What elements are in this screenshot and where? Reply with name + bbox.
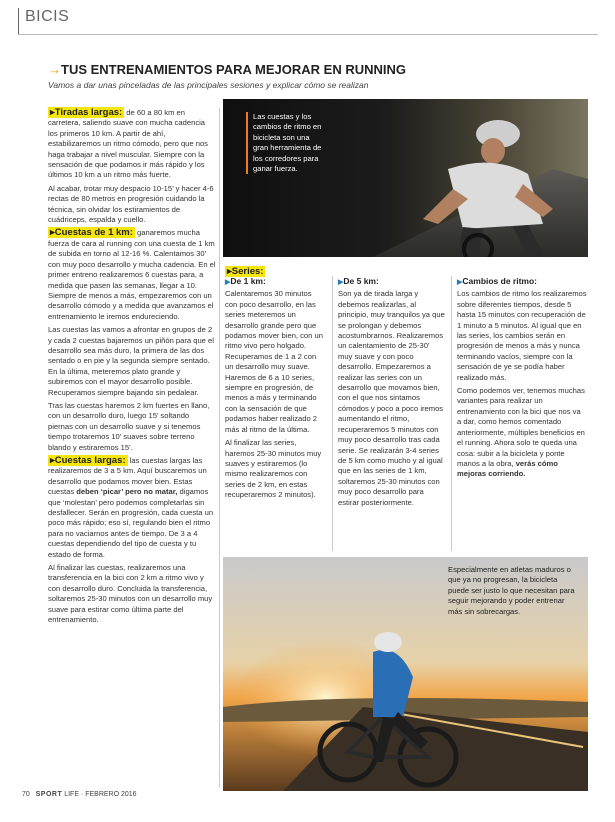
paragraph: Son ya de tirada larga y debemos realizarlas, al principio, muy tranquilos ya que se prolongan y debemos acostumbrarnos. Realizaremos un calentamiento de 25-30’ muy suave y con poco desarrollo. Empezaremos a realizar las series con un desarrollo que movamos bien, con el que nos sintamos cómodos y poco a poco iremos aumentando el ritmo, recuperaremos 5 minutos con muy poco desarrollo tras cada serie. Se realizarán 3-4 series de 5 km como mucho y al igual que en las series de 1 km, soltaremos 25-30 minutos con muy poco desarrollo para estirar posteriormente. (338, 289, 445, 507)
triangle-icon: ▶ (338, 279, 344, 286)
arrow-icon: → (48, 62, 61, 77)
paragraph (48, 456, 216, 560)
subhead-de-1km (225, 276, 325, 288)
headline-text: TUS ENTRENAMIENTOS PARA MEJORAR EN RUNNING (61, 62, 407, 77)
subhead-text: De 5 km: (343, 276, 379, 286)
paragraph: Al finalizar las series, haremos 25-30 minutos muy suaves y estiraremos (lo mismo realizaremos con series de 2 km, en estas recuperaremos 2 minutos). (225, 438, 322, 500)
page-number: 70 (22, 791, 30, 798)
standfirst: Vamos a dar unas pinceladas de las principales sesiones y explicar cómo se realizan (48, 80, 369, 90)
article-headline (48, 62, 588, 77)
column-divider (219, 108, 220, 788)
subhead-cambios-ritmo (457, 276, 587, 288)
page-footer (22, 791, 137, 798)
left-column (48, 108, 216, 629)
paragraph: Los cambios de ritmo los realizaremos sobre diferentes tiempos, desde 5 hasta 15 minutos con recuperación de 1 minuto a 5 minutos. Al igual que en las series, los cambios serán en progresión de menos a más y nunca terminando vacíos, siempre con la sensación de ye se podía haber realizado más. (457, 289, 587, 382)
paragraph-text: digamos que ‘molestan’ pero podemos completarlas sin desfallecer. Serán en progresión, cada cuesta un poco más rápido; eso sí, regulando bien el ritmo para no vaciarnos antes de tiempo. De 3 a 4 cuestas dependiendo del tipo de cuesta y tu estado de forma. (48, 487, 214, 559)
paragraph: Al acabar, trotar muy despacio 10-15’ y hacer 4-6 rectas de 80 metros en progresión cuidando la técnica, sin olvidar los estiramientos de cuádriceps, espalda y cuello. (48, 183, 214, 225)
paragraph-text: las cuestas largas las realizaremos de 3 a 5 km. Aquí buscaremos un desarrollo que podamos mover bien. Estas cuestas (48, 456, 207, 497)
paragraph (457, 386, 587, 480)
subhead-text: Cambios de ritmo: (462, 276, 538, 286)
subhead-tiradas: ▸Tiradas largas: (50, 107, 123, 118)
subhead-text: De 1 km: (230, 276, 266, 286)
subhead-de-5km (338, 276, 445, 288)
paragraph-text: de 60 a 80 km en carretera, saliendo suave con mucha cadencia los primeros 10 km. A partir de ahí, estabilizaremos un ritmo cómodo, pero que nos haga trabajar a nivel muscular. Siempre con la sensación de que podamos ir más rápido y los últimos 10 km a un ritmo más fuerte. (48, 108, 208, 180)
bold-text: verás cómo mejoras corriendo. (457, 458, 558, 479)
issue-date: LIFE · FEBRERO 2016 (64, 791, 137, 798)
paragraph: Las cuestas las vamos a afrontar en grupos de 2 y cada 2 cuestas bajaremos un piñón para que el desarrollo sea más duro, la primera de las dos sentado o en pie y la segunda siempre sentado. En la última, meteremos plato grande y subiremos con el mayor desarrollo posible. Recuperamos siempre bajando sin pedalear. (48, 325, 214, 397)
paragraph (48, 108, 216, 181)
triangle-icon: ▶ (457, 279, 463, 286)
photo-caption-top: Las cuestas y los cambios de ritmo en bicicleta son una gran herramienta de los corredores para ganar fuerza. (246, 112, 326, 174)
paragraph-text: Como podemos ver, tenemos muchas variantes para realizar un entrenamiento con la bici que nos va a dar, como hemos comentado anteriormente, múltiples beneficios en el running. Ahora solo te queda una cosa: subir a la bicicleta y ponte manos a la obra, (457, 386, 585, 468)
series-col-1km (225, 276, 325, 504)
bold-text: deben ‘picar’ pero no matar, (76, 487, 178, 497)
subhead-cuestas-largas: ▸Cuestas largas: (50, 455, 126, 466)
paragraph: Calentaremos 30 minutos con poco desarrollo, en las series meteremos un desarrollo grande pero que podamos mover bien, con un ritmo vivo pero holgado. Recuperamos de 1 a 2 con un desarrollo muy suave. Haremos de 6 a 10 series, siempre en progresión, de menos a más y terminando con la sensación de que podamos haber realizado 2 más al ritmo de la última. (225, 289, 323, 434)
paragraph: Tras las cuestas haremos 2 km fuertes en llano, con un desarrollo duro, luego 15’ soltando piernas con un desarrollo suave y si tenemos tiempo trotaremos 10’ suaves sobre terreno blando y estiraremos 15’. (48, 400, 210, 452)
magazine-brand: SPORT (35, 791, 63, 798)
section-label: BICIS (25, 8, 70, 25)
column-divider (451, 276, 452, 551)
column-divider (332, 276, 333, 551)
paragraph: Al finalizar las cuestas, realizaremos una transferencia en la bici con 2 km a ritmo vivo y con desarrollo duro. Concluida la transferencia, soltaremos 25-30 minutos con un desarrollo muy suave para estirar como última parte del entrenamiento. (48, 563, 213, 625)
subhead-series: ▸Series: (227, 266, 264, 277)
section-divider (18, 34, 598, 35)
subhead-cuestas-1km: ▸Cuestas de 1 km: (50, 227, 133, 239)
triangle-icon: ▶ (225, 279, 231, 286)
series-col-cambios (457, 276, 587, 483)
photo-caption-bottom: Especialmente en atletas maduros o que ya no progresan, la bicicleta puede ser justo lo que necesitan para seguir mejorando y poder entrenar más sin sobrecargas. (448, 565, 575, 616)
paragraph-text: ganaremos mucha fuerza de cara al running con una cuesta de 1 km de subida en torno al 12-16 %. Calentamos 30’ con muy poco desarrollo y mucha cadencia. En el primer entreno realizaremos 6 cuestas para, a medida que pasen las semanas, llegar a 10. Siempre de menos a más, empezaremos con un desarrollo cómodo y a medida que avanzamos el entrenamiento le iremos endureciendo. (48, 228, 216, 321)
series-col-5km (338, 276, 445, 511)
section-tab (18, 8, 69, 34)
paragraph (48, 228, 216, 322)
